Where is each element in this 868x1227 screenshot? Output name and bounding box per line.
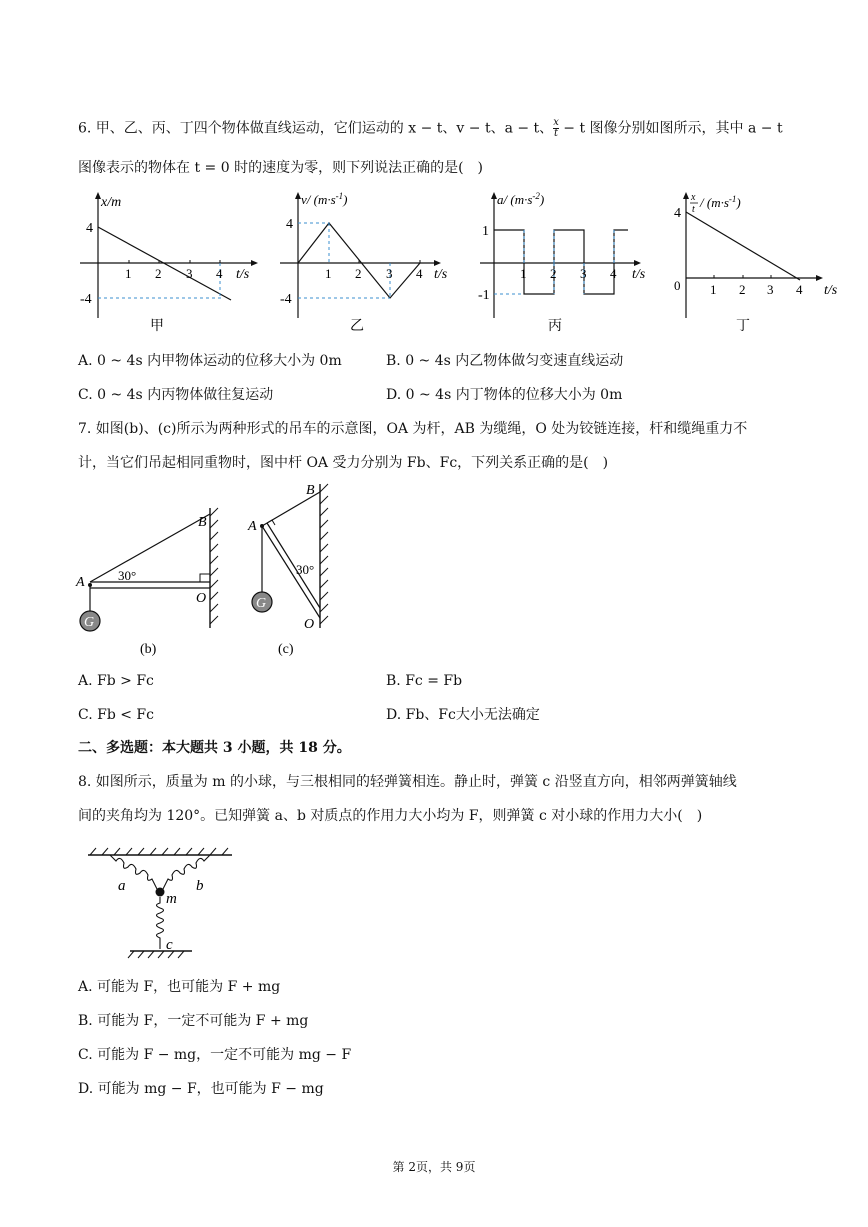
bing-line <box>494 230 628 294</box>
crane-figure-b <box>70 488 240 663</box>
svg-text:1: 1 <box>325 266 332 281</box>
svg-text:1: 1 <box>482 224 489 239</box>
svg-text:O: O <box>196 591 207 606</box>
svg-text:-1: -1 <box>478 288 490 303</box>
q7-option-b: B. Fc = Fb <box>386 673 463 689</box>
q6-option-a: A. 0 ~ 4s 内甲物体运动的位移大小为 0m <box>78 353 342 369</box>
jia-ylabel: x/m <box>101 195 122 210</box>
page-footer: 第 2页，共 9页 <box>392 1160 476 1174</box>
q6-option-b: B. 0 ~ 4s 内乙物体做匀变速直线运动 <box>386 353 624 369</box>
svg-text:3: 3 <box>386 266 393 281</box>
svg-text:30°: 30° <box>118 568 137 583</box>
svg-text:3: 3 <box>186 266 193 281</box>
bing-caption: 丙 <box>548 319 562 334</box>
svg-text:0: 0 <box>674 278 681 293</box>
q7-stem-line2: 计，当它们吊起相同重物时，图中杆 OA 受力分别为 Fb、Fc，下列关系正确的是( ) <box>78 455 609 471</box>
graph-jia <box>70 190 260 340</box>
svg-text:4: 4 <box>86 221 93 236</box>
cable-ab-b <box>90 514 210 582</box>
svg-text:4: 4 <box>416 266 423 281</box>
svg-text:t/s: t/s <box>824 283 838 298</box>
yi-ylabel: v/ $(m\cdot s^{-1})$ <box>301 191 348 207</box>
spring-c <box>157 897 164 949</box>
svg-text:1: 1 <box>125 266 132 281</box>
svg-text:4: 4 <box>216 266 223 281</box>
q8-option-d: D. 可能为 mg − F，也可能为 F − mg <box>78 1081 324 1097</box>
yi-caption: 乙 <box>350 319 364 334</box>
q8-option-c: C. 可能为 F − mg，一定不可能为 mg − F <box>78 1047 352 1063</box>
caption-c: (c) <box>278 642 294 657</box>
svg-text:c: c <box>166 937 173 953</box>
svg-text:2: 2 <box>155 266 162 281</box>
svg-text:4: 4 <box>674 206 681 221</box>
q8-stem-line1: 8. 如图所示，质量为 m 的小球，与三根相同的轻弹簧相连。静止时，弹簧 c 沿竖直方向，相邻两弹簧轴线 <box>78 774 737 790</box>
svg-text:t/s: t/s <box>236 267 250 282</box>
svg-text:G: G <box>256 596 267 611</box>
svg-text:2: 2 <box>355 266 362 281</box>
svg-text:1: 1 <box>520 266 527 281</box>
svg-text:30°: 30° <box>296 562 315 577</box>
graph-bing <box>470 190 660 340</box>
jia-caption: 甲 <box>150 319 164 334</box>
svg-text:t/s: t/s <box>434 267 448 282</box>
section-heading: 二、多选题：本大题共 3 小题，共 18 分。 <box>78 740 351 756</box>
svg-text:O: O <box>304 617 315 632</box>
svg-text:B: B <box>198 515 207 530</box>
svg-text:4: 4 <box>286 217 293 232</box>
q6-fraction: $\frac{x}{t}$ <box>553 117 559 139</box>
q7-option-c: C. Fb < Fc <box>78 707 154 723</box>
graph-ding <box>668 190 858 340</box>
q6-stem-line1: 6. 甲、乙、丙、丁四个物体做直线运动，它们运动的 x − t、v − t、a − t、 $\frac{x}{t}$ − t 图像分别如图所示，其中 a − t <box>78 117 783 139</box>
q7-stem-line1: 7. 如图(b)、(c)所示为两种形式的吊车的示意图，OA 为杆，AB 为缆绳，O 处为铰链连接，杆和缆绳重力不 <box>78 421 748 437</box>
q8-option-b: B. 可能为 F，一定不可能为 F + mg <box>78 1013 309 1029</box>
ding-line <box>686 212 800 280</box>
q8-stem-line2: 间的夹角均为 120°。已知弹簧 a、b 对质点的作用力大小均为 F，则弹簧 c 对小球的作用力大小( ) <box>78 808 703 824</box>
q6-option-c: C. 0 ~ 4s 内丙物体做往复运动 <box>78 387 274 403</box>
q6-option-d: D. 0 ~ 4s 内丁物体的位移大小为 0m <box>386 387 623 403</box>
crane-figure-c <box>240 478 350 663</box>
bing-ylabel: a/ $(m\cdot s^{-2})$ <box>497 191 545 207</box>
ball-m <box>156 888 165 897</box>
svg-text:2: 2 <box>550 266 557 281</box>
svg-text:t: t <box>692 204 695 215</box>
svg-text:a: a <box>118 878 126 894</box>
svg-text:4: 4 <box>796 282 803 297</box>
q8-option-a: A. 可能为 F，也可能为 F + mg <box>78 979 281 995</box>
svg-text:-4: -4 <box>280 292 292 307</box>
svg-text:2: 2 <box>739 282 746 297</box>
svg-text:A: A <box>76 575 85 590</box>
svg-text:x: x <box>691 192 696 203</box>
spring-figure <box>80 845 240 965</box>
svg-text:G: G <box>84 615 95 630</box>
ding-caption: 丁 <box>736 319 750 334</box>
svg-text:m: m <box>166 891 177 907</box>
q7-option-a: A. Fb > Fc <box>78 673 154 689</box>
svg-text:A: A <box>248 519 257 534</box>
svg-text:3: 3 <box>580 266 587 281</box>
caption-b: (b) <box>140 642 157 657</box>
svg-text:B: B <box>306 483 315 498</box>
q6-stem-line2: 图像表示的物体在 t = 0 时的速度为零，则下列说法正确的是( ) <box>78 160 483 176</box>
svg-text:t/s: t/s <box>632 267 646 282</box>
graph-yi <box>270 190 460 340</box>
q7-option-d: D. Fb、Fc大小无法确定 <box>386 707 540 723</box>
svg-text:-4: -4 <box>80 292 92 307</box>
svg-text:4: 4 <box>610 266 617 281</box>
svg-text:3: 3 <box>767 282 774 297</box>
svg-text:b: b <box>196 878 204 894</box>
ding-ylabel: / $(m\cdot s^{-1})$ <box>700 194 741 210</box>
svg-text:1: 1 <box>710 282 717 297</box>
